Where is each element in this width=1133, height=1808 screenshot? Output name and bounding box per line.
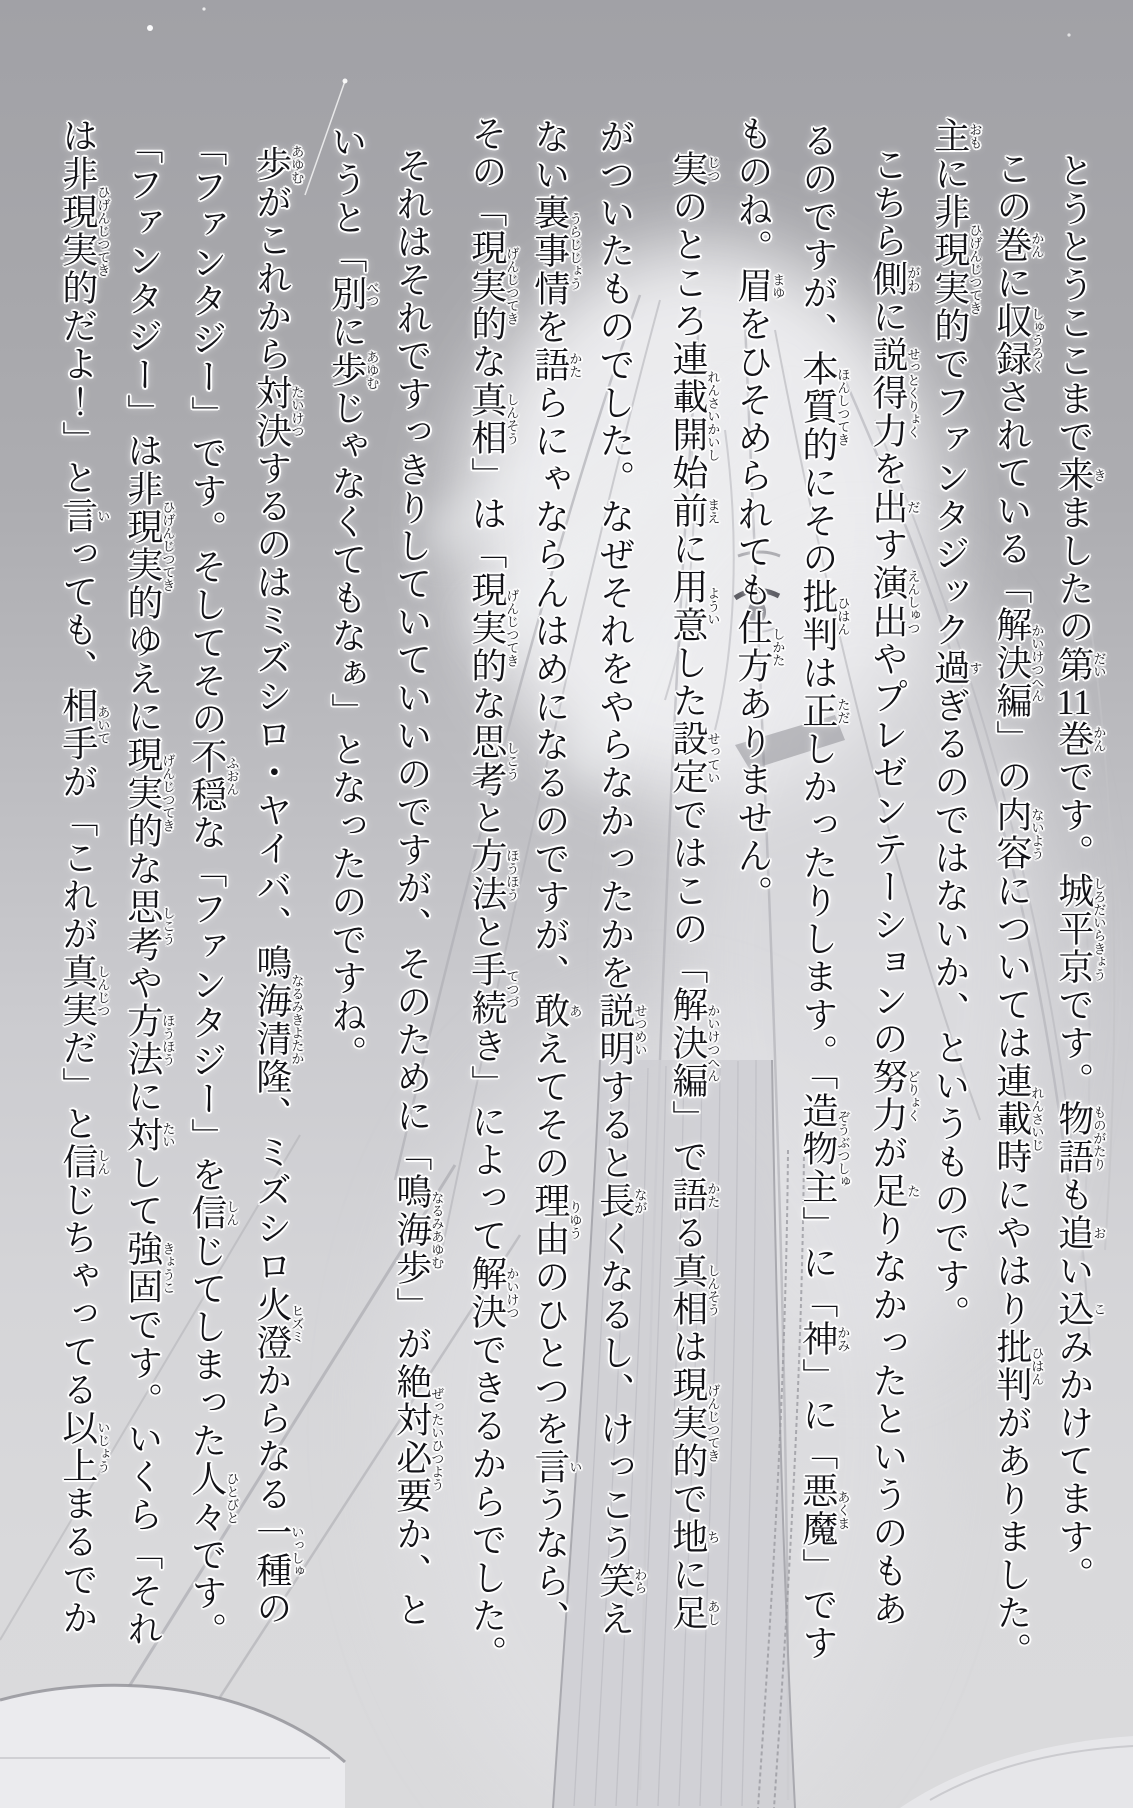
text-column-1: とうとうここまで来きましたの第だい11巻かんです。城平京しろだいらきょうです。物語ものがたりも追おい込こみかけてます。 [1053, 152, 1107, 1594]
text-column-7: 実じつのところ連載開始れんさいかいし前まえに用意よういした設定せっていではこの「解決編かいけつへん」で語かたる真相しんそうは現実的げんじつてきで地ちに足あし [667, 150, 721, 1632]
text-column-13: 歩あゆむがこれから対決たいけつするのはミズシロ・ヤイバ、鳴海清隆なるみきよたか、ミズシロ火澄ヒズミからなる一種いっしゅの [251, 145, 305, 1628]
text-column-2: この巻かんに収録しゅうろくされている「解決編かいけつへん」の内容ないようについては連載時れんさいじにやはり批判ひはんがありました。 [991, 150, 1045, 1670]
text-column-4: こちら側がわに説得力せっとくりょくを出だす演出えんしゅつやプレゼンテーションの努力どりょくが足たりなかったというのもあ [867, 146, 921, 1628]
text-column-12: いうと「別べつに歩あゆむじゃなくてもなぁ」となったのですね。 [326, 123, 380, 1073]
text-column-9: ない裏事情うらじじょうを語かたらにゃならんはめになるのですが、敢あえてその理由りゆうのひとつを言いうなら、 [529, 118, 583, 1638]
text-column-11: それはそれですっきりしていていいのですが、そのために「鳴海歩なるみあゆむ」が絶対必要ぜったいひつようか、と [391, 147, 445, 1629]
text-column-6: ものね。眉まゆをひそめられても仕方しかたありません。 [732, 115, 786, 913]
text-column-8: がついたものでした。なぜそれをやらなかったかを説明せつめいすると長ながくなるし、けっこう笑わらえ [594, 118, 648, 1638]
text-column-16: は非現実的ひげんじつてきだよ！」と言いっても、相手あいてが「これが真実しんじつだ」と信しんじちゃってる以上いじょうまるでか [57, 117, 111, 1637]
text-column-10: その「現実的げんじつてきな真相しんそう」は「現実的げんじつてきな思考しこうと方法ほうほうと手続てつづき」によって解決かいけつできるからでした。 [466, 115, 520, 1673]
text-column-3: 主おもに非現実的ひげんじつてきでファンタジック過すぎるのではないか、というものです。 [929, 117, 983, 1333]
tatechuyoko-number: 11 [1056, 684, 1092, 720]
text-column-5: るのですが、本質的ほんしつてきにその批判ひはんは正ただしかったりします。「造物主ぞうぶつしゅ」に「神かみ」に「悪魔あくま」です [797, 122, 851, 1662]
text-column-15: 「ファンタジー」は非現実的ひげんじつてきゆえに現実的げんじつてきな思考しこうや方法ほうほうに対たいして強固きょうこです。いくら「それ [122, 128, 176, 1648]
text-column-14: 「ファンタジー」です。そしてその不穏ふおんな「ファンタジー」を信しんじてしまった人々ひとびとです。 [186, 130, 240, 1650]
